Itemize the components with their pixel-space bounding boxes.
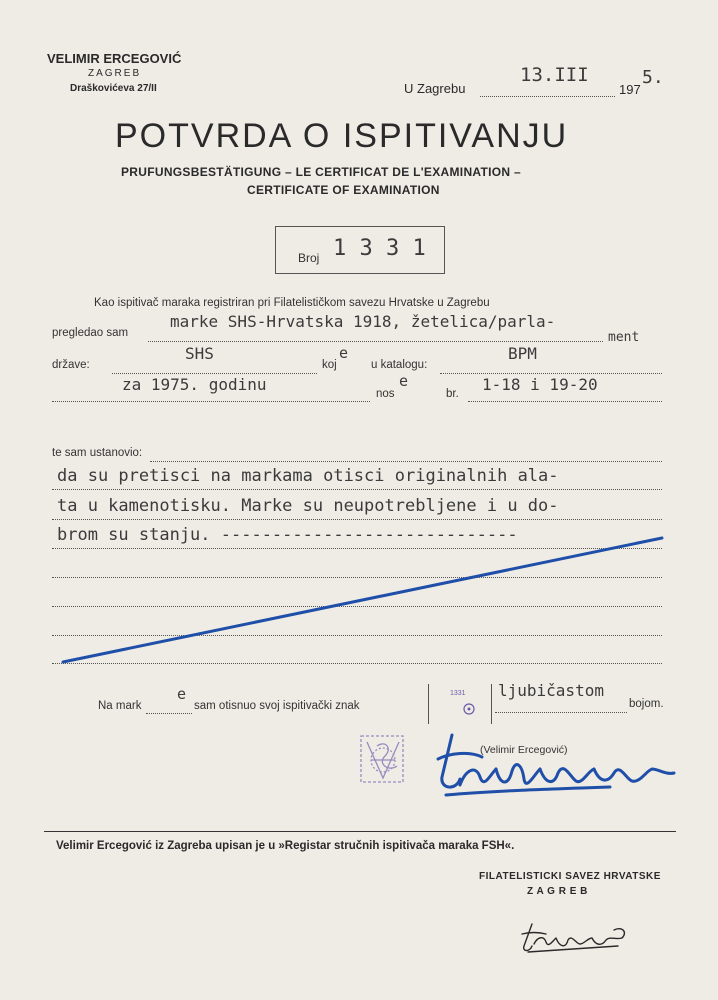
date-year-suffix: 5. xyxy=(642,67,664,88)
catalog-label: u katalogu: xyxy=(371,359,428,371)
blue-signature xyxy=(430,725,680,810)
subtitle-line-1: PRUFUNGSBESTÄTIGUNG – LE CERTIFICAT DE L'EXAMINATION – xyxy=(121,165,521,179)
color-rule xyxy=(495,712,627,713)
footer-signature xyxy=(518,918,633,958)
country-value: SHS xyxy=(185,344,214,363)
intro-text: Kao ispitivač maraka registriran pri Filatelističkom savezu Hrvatske u Zagrebu xyxy=(94,297,490,309)
number-label: Broj xyxy=(298,251,320,265)
page-title: POTVRDA O ISPITIVANJU xyxy=(115,117,569,155)
examined-value: marke SHS-Hrvatska 1918, žetelica/parla- xyxy=(170,312,556,331)
fsh-city: Z A G R E B xyxy=(527,886,588,897)
footer-separator xyxy=(44,831,676,832)
bearing-sup: e xyxy=(399,372,409,390)
issuer-name: VELIMIR ERCEGOVIĆ xyxy=(47,51,182,66)
certificate-number: 1 3 3 1 xyxy=(333,236,426,261)
signature-label: (Velimir Ercegović) xyxy=(480,744,568,756)
issuer-address: Draškovićeva 27/II xyxy=(70,83,157,94)
color-label: bojom. xyxy=(629,698,664,710)
date-year-prefix: 197 xyxy=(619,82,641,97)
findings-line-1: da su pretisci na markama otisci originalnih ala- xyxy=(57,466,559,486)
number-br-label: br. xyxy=(446,388,459,400)
issuer-city: ZAGREB xyxy=(88,68,142,79)
stamp-mark-seal xyxy=(462,702,476,716)
fsh-name: FILATELISTICKI SAVEZ HRVATSKE xyxy=(479,871,661,882)
findings-line-3: brom su stanju. ----------------------------- xyxy=(57,525,518,545)
catalog-value: BPM xyxy=(508,344,537,363)
date-place-label: U Zagrebu xyxy=(404,81,466,96)
stamp-mark-number: 1331 xyxy=(450,690,466,697)
mark-sup: e xyxy=(177,685,187,703)
country-label: države: xyxy=(52,359,90,371)
date-day-month: 13.III xyxy=(520,64,589,86)
which-label-a: koj xyxy=(322,359,337,371)
examined-label: pregledao sam xyxy=(52,327,129,339)
mark-rule xyxy=(146,713,192,714)
mark-label-b: sam otisnuo svoj ispitivački znak xyxy=(194,700,360,712)
color-value: ljubičastom xyxy=(498,681,604,700)
mark-label-a: Na mark xyxy=(98,700,142,712)
examined-value-cont: ment xyxy=(608,330,640,345)
year-value: za 1975. godinu xyxy=(122,375,267,394)
violet-monogram-stamp xyxy=(355,730,411,790)
subtitle-line-2: CERTIFICATE OF EXAMINATION xyxy=(247,183,440,197)
stamp-numbers-value: 1-18 i 19-20 xyxy=(482,375,598,394)
bearing-label-a: nos xyxy=(376,388,395,400)
which-sup: e xyxy=(339,344,349,362)
registry-text: Velimir Ercegović iz Zagreba upisan je u »Registar stručnih ispitivača maraka FSH«. xyxy=(56,840,515,852)
findings-line-2: ta u kamenotisku. Marke su neupotrebljene i u do- xyxy=(57,496,559,516)
findings-label: te sam ustanovio: xyxy=(52,447,143,459)
